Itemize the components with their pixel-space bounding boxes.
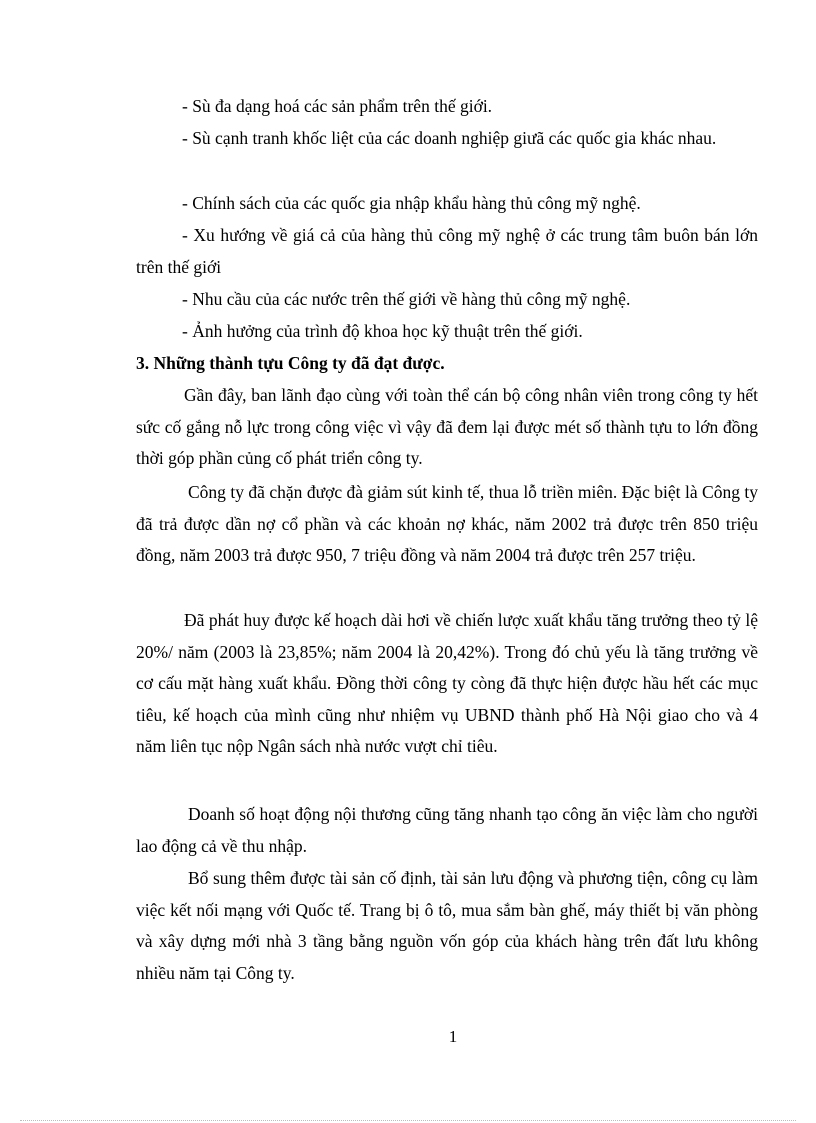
bullet-technology-influence: - Ảnh hưởng của trình độ khoa học kỹ thuật trên thế giới.	[182, 321, 583, 341]
bullet-competition: - Sù cạnh tranh khốc liệt của các doanh nghiệp giưã các quốc gia khác nhau.	[182, 128, 717, 148]
bullet-world-demand: - Nhu cầu của các nước trên thế giới về hàng thủ công mỹ nghệ.	[182, 289, 631, 309]
bullet-price-trend: - Xu hướng về giá cả của hàng thủ công mỹ nghệ ở các trung tâm buôn bán lớn trên thế giới	[136, 225, 758, 277]
footer-divider	[20, 1120, 796, 1121]
page-number: 1	[448, 1027, 458, 1046]
section-heading-achievements: 3. Những thành tựu Công ty đã đạt được.	[136, 353, 445, 373]
bullet-import-policy: - Chính sách của các quốc gia nhập khẩu hàng thủ công mỹ nghệ.	[182, 193, 641, 213]
paragraph-domestic-trade: Doanh số hoạt động nội thương cũng tăng nhanh tạo công ăn việc làm cho người lao động cả về thu nhập.	[136, 804, 758, 856]
paragraph-debt-repayment: Công ty đã chặn được đà giảm sút kinh tế, thua lỗ triền miên. Đặc biệt là Công ty đã trả được dần nợ cổ phần và các khoản nợ khác, năm 2002 trả được trên 850 triệu đồng, năm 2003 trả được 950, 7 triệu đồng và năm 2004 trả được trên 257 triệu.	[136, 482, 758, 565]
paragraph-export-growth: Đã phát huy được kế hoạch dài hơi về chiến lược xuất khẩu tăng trưởng theo tỷ lệ 20%/ năm (2003 là 23,85%; năm 2004 là 20,42%). Trong đó chủ yếu là tăng trưởng về cơ cấu mặt hàng xuất khẩu. Đồng thời công ty còng đã thực hiện được hầu hết các mục tiêu, kế hoạch của mình cũng như nhiệm vụ UBND thành phố Hà Nội giao cho và 4 năm liên tục nộp Ngân sách nhà nước vượt chỉ tiêu.	[136, 610, 758, 756]
bullet-diversification: - Sù đa dạng hoá các sản phẩm trên thế giới.	[182, 96, 493, 116]
paragraph-asset-investment: Bổ sung thêm được tài sản cố định, tài sản lưu động và phương tiện, công cụ làm việc kết nối mạng với Quốc tế. Trang bị ô tô, mua sắm bàn ghế, máy thiết bị văn phòng và xây dựng mới nhà 3 tầng bằng nguồn vốn góp của khách hàng trên đất lưu không nhiều năm tại Công ty.	[136, 868, 758, 983]
paragraph-leadership-effort: Gần đây, ban lãnh đạo cùng với toàn thể cán bộ công nhân viên trong công ty hết sức cố gắng nỗ lực trong công việc vì vậy đã đem lại được mét số thành tựu to lớn đồng thời góp phần củng cố phát triển công ty.	[136, 385, 758, 468]
